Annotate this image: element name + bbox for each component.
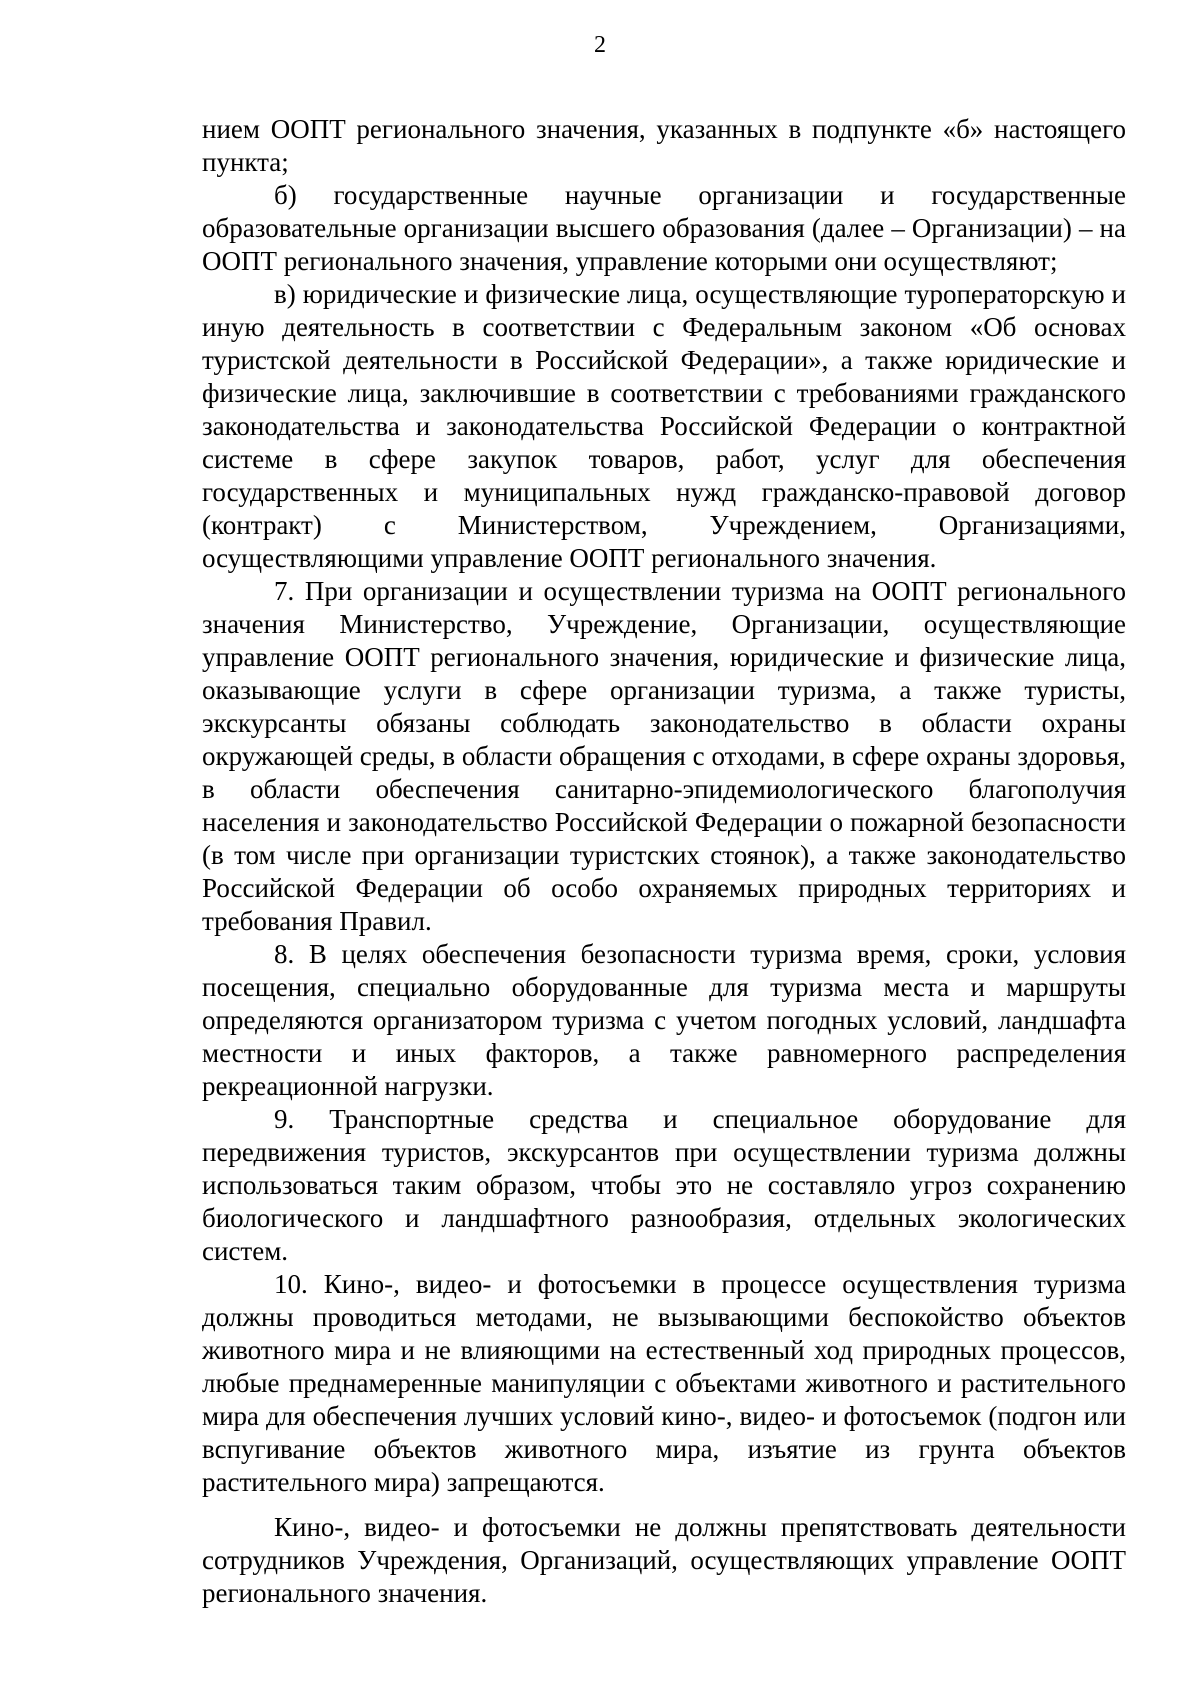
paragraph-subitem-v: в) юридические и физические лица, осуществляющие туроператорскую и иную деятельность в соответствии с Федеральным законом «Об основах туристской деятельности в Российской Федерации», а также юридические и физические лица, заключившие в соответствии с требованиями гражданского законодательства и законодательства Российской Федерации о контрактной системе в сфере закупок товаров, работ, услуг для обеспечения государственных и муниципальных нужд гражданско-правовой договор (контракт) с Министерством, Учреждением, Организациями, осуществляющими управление ООПТ регионального значения. [202,279,1126,573]
document-body [202,113,1126,1610]
page-number: 2 [594,32,606,58]
paragraph-item-8: 8. В целях обеспечения безопасности туризма время, сроки, условия посещения, специально оборудованные для туризма места и маршруты определяются организатором туризма с учетом погодных условий, ландшафта местности и иных факторов, а также равномерного распределения рекреационной нагрузки. [202,939,1126,1101]
paragraph-subitem-b: б) государственные научные организации и государственные образовательные организации высшего образования (далее – Организации) – на ООПТ регионального значения, управление которыми они осуществляют; [202,180,1126,276]
paragraph-item-7: 7. При организации и осуществлении туризма на ООПТ регионального значения Министерство, Учреждение, Организации, осуществляющие управление ООПТ регионального значения, юридические и физические лица, оказывающие услуги в сфере организации туризма, а также туристы, экскурсанты обязаны соблюдать законодательство в области охраны окружающей среды, в области обращения с отходами, в сфере охраны здоровья, в области обеспечения санитарно-эпидемиологического благополучия населения и законодательство Российской Федерации о пожарной безопасности (в том числе при организации туристских стоянок), а также законодательство Российской Федерации об особо охраняемых природных территориях и требования Правил. [202,576,1126,936]
paragraph-item-10: 10. Кино-, видео- и фотосъемки в процессе осуществления туризма должны проводиться методами, не вызывающими беспокойство объектов животного мира и не влияющими на естественный ход природных процессов, любые преднамеренные манипуляции с объектами животного и растительного мира для обеспечения лучших условий кино-, видео- и фотосъемок (подгон или вспугивание объектов животного мира, изъятие из грунта объектов растительного мира) запрещаются. [202,1269,1126,1497]
paragraph-continuation: нием ООПТ регионального значения, указанных в подпункте «б» настоящего пункта; [202,114,1126,177]
paragraph-filming-note: Кино-, видео- и фотосъемки не должны препятствовать деятельности сотрудников Учреждения, Организаций, осуществляющих управление ООПТ регионального значения. [202,1512,1126,1608]
paragraph-item-9: 9. Транспортные средства и специальное оборудование для передвижения туристов, экскурсантов при осуществлении туризма должны использоваться таким образом, чтобы это не составляло угроз сохранению биологического и ландшафтного разнообразия, отдельных экологических систем. [202,1104,1126,1266]
